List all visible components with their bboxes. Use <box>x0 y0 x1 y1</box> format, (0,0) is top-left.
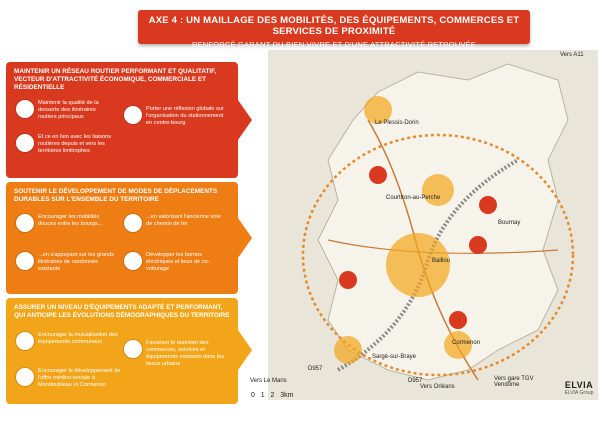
panel-title: SOUTENIR LE DÉVELOPPEMENT DE MODES DE DÉPLACEMENTS DURABLES SUR L'ENSEMBLE DU TERRITOIRE <box>14 188 218 203</box>
scale-tick: 1 <box>260 392 265 399</box>
title-line-1: AXE 4 : UN MAILLAGE DES MOBILITÉS, DES ÉQUIPEMENTS, COMMERCES ET SERVICES DE PROXIMITÉ <box>148 15 520 37</box>
place-label: Vers Le Mans <box>250 378 287 384</box>
scale-bar <box>251 392 293 399</box>
main-pole <box>386 233 450 297</box>
panel-item: Encourager la mutualisation des équipements communaux <box>38 332 118 345</box>
place-label: Courtiron-au-Perche <box>386 195 441 201</box>
parking-marker[interactable] <box>479 196 497 214</box>
panel-title: ASSURER UN NIVEAU D'ÉQUIPEMENTS ADAPTÉ ET PERFORMANT, QUI ANTICIPE LES ÉVOLUTIONS DÉMOGRAPHIQUES DU TERRITOIRE <box>14 304 230 319</box>
secondary-pole <box>334 336 362 364</box>
place-label: Vers A11 <box>560 52 584 58</box>
hiking-trail-icon <box>16 252 34 270</box>
panel-item: ...en valorisant l'ancienne voie de chemin de fer <box>146 214 221 227</box>
road-label: D957 <box>408 378 423 384</box>
panel-title: MAINTENIR UN RÉSEAU ROUTIER PERFORMANT ET QUALITATIF, VECTEUR D'ATTRACTIVITÉ ÉCONOMIQUE, COMMERCIALE ET RÉSIDENTIELLE <box>14 68 217 91</box>
title-line-2: RENFORCÉ GARANT DU BIEN VIVRE ET D'UNE ATTRACTIVITÉ RETROUVÉE <box>191 40 477 49</box>
panel-equipment <box>6 298 238 404</box>
panel-item: ...en s'appuyant sur les grands itinéraires de randonnée existants <box>38 252 115 272</box>
title-banner <box>138 10 530 49</box>
pooling-icon <box>16 332 34 350</box>
place-label: Sargé-sur-Braye <box>372 354 417 360</box>
parking-marker[interactable] <box>339 271 357 289</box>
panel-item: Favoriser le maintien des commerces, services et équipements existants dans les tissus urbains <box>146 340 225 367</box>
panel-item: Encourager le développement de l'offre médico-sociale à Mondoubleau et Cormenon <box>38 368 121 388</box>
logo-subtitle: ELVIA Group <box>564 390 594 396</box>
ev-carpool-icon <box>124 252 142 270</box>
parking-icon <box>124 106 142 124</box>
parking-marker[interactable] <box>469 236 487 254</box>
links-icon <box>16 134 34 152</box>
territory-map <box>268 50 598 400</box>
shops-icon <box>124 340 142 358</box>
scale-tick: 2 <box>270 392 275 399</box>
place-label: Baillou <box>432 258 451 264</box>
panel-item: Et ce en lien avec les liaisons routières depuis et vers les territoires limitrophes <box>38 134 112 154</box>
panel-arrow <box>238 218 252 258</box>
place-label: Cormenon <box>452 340 481 346</box>
panel-arrow <box>238 330 252 370</box>
place-label: Le Plessis-Dorin <box>375 120 419 126</box>
scale-tick: 3km <box>280 392 294 399</box>
road-label: D957 <box>308 366 323 372</box>
logo-mark: ELVIA <box>564 380 594 390</box>
place-label: Vers Orléans <box>420 384 455 390</box>
elvia-logo <box>558 380 600 420</box>
place-label: Vers gare TGV Vendôme <box>494 376 534 388</box>
medical-icon <box>16 368 34 386</box>
panel-item: Encourager les mobilités douces entre les bourgs... <box>38 214 103 227</box>
soft-mobility-icon <box>16 214 34 232</box>
panel-arrow <box>238 100 252 140</box>
secondary-pole <box>422 174 454 206</box>
panel-item: Développer les bornes électriques et lieux de co-voiturage <box>146 252 210 272</box>
parking-marker[interactable] <box>369 166 387 184</box>
panel-sustainable-mobility <box>6 182 238 294</box>
parking-marker[interactable] <box>449 311 467 329</box>
place-label: Bournay <box>498 220 521 226</box>
road-icon <box>16 100 34 118</box>
panel-item: Maintenir la qualité de la desserte des itinéraires routiers principaux <box>38 100 99 120</box>
panel-item: Porter une réflexion globale sur l'organisation du stationnement en centre-bourg <box>146 106 224 126</box>
panel-road-network <box>6 62 238 178</box>
map-svg <box>268 50 598 400</box>
railway-icon <box>124 214 142 232</box>
scale-tick: 0 <box>251 392 255 399</box>
